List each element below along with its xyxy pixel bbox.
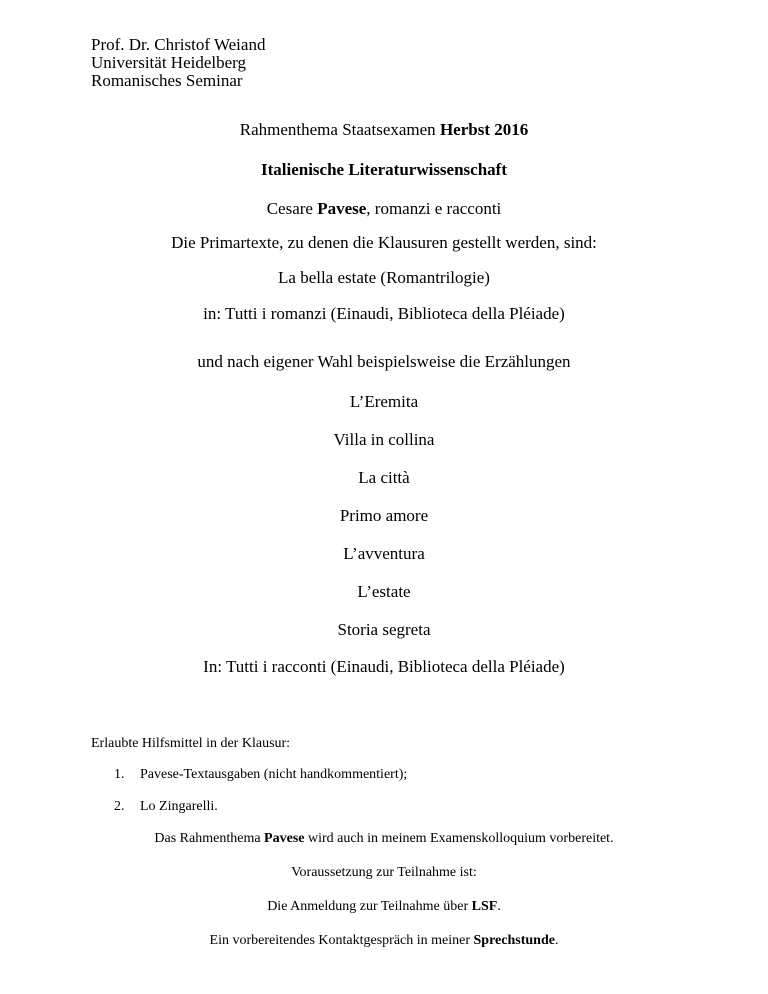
author-header	[91, 36, 265, 90]
university: Universität Heidelberg	[91, 53, 247, 72]
stories-intro: und nach eigener Wahl beispielsweise die Erzählungen	[197, 352, 571, 371]
exam-term: Herbst 2016	[439, 120, 529, 139]
topic-line: Cesare Pavese, romanzi e racconti	[266, 199, 502, 218]
author-name: Prof. Dr. Christof Weiand	[91, 35, 266, 54]
department: Romanisches Seminar	[91, 71, 243, 90]
aids-item: 1. Pavese-Textausgaben (nicht handkommentiert);	[114, 767, 408, 782]
story-item: L’estate	[357, 582, 411, 601]
aids-item: 2. Lo Zingarelli.	[114, 799, 218, 814]
exam-title: Rahmenthema Staatsexamen Herbst 2016	[239, 120, 529, 139]
novel-title: La bella estate (Romantrilogie)	[278, 268, 490, 287]
consultation-note: Ein vorbereitendes Kontaktgespräch in meiner Sprechstunde.	[209, 933, 559, 948]
registration-note: Die Anmeldung zur Teilnahme über LSF.	[267, 899, 501, 914]
story-item: La città	[358, 468, 410, 487]
story-item: L’Eremita	[349, 392, 419, 411]
story-item: Villa in collina	[333, 430, 435, 449]
author-pavese: Pavese	[317, 199, 367, 218]
story-item: L’avventura	[343, 544, 425, 563]
story-item: Storia segreta	[337, 620, 431, 639]
story-item: Primo amore	[339, 506, 429, 525]
colloquium-note: Das Rahmenthema Pavese wird auch in meinem Examenskolloquium vorbereitet.	[154, 831, 614, 846]
prerequisite-heading: Voraussetzung zur Teilnahme ist:	[291, 865, 477, 880]
stories-source: In: Tutti i racconti (Einaudi, Biblioteca della Pléiade)	[203, 657, 565, 676]
aids-heading: Erlaubte Hilfsmittel in der Klausur:	[91, 736, 291, 751]
primary-texts-intro: Die Primartexte, zu denen die Klausuren gestellt werden, sind:	[171, 233, 597, 252]
subject-heading: Italienische Literaturwissenschaft	[260, 160, 507, 179]
novel-source: in: Tutti i romanzi (Einaudi, Biblioteca della Pléiade)	[203, 304, 565, 323]
